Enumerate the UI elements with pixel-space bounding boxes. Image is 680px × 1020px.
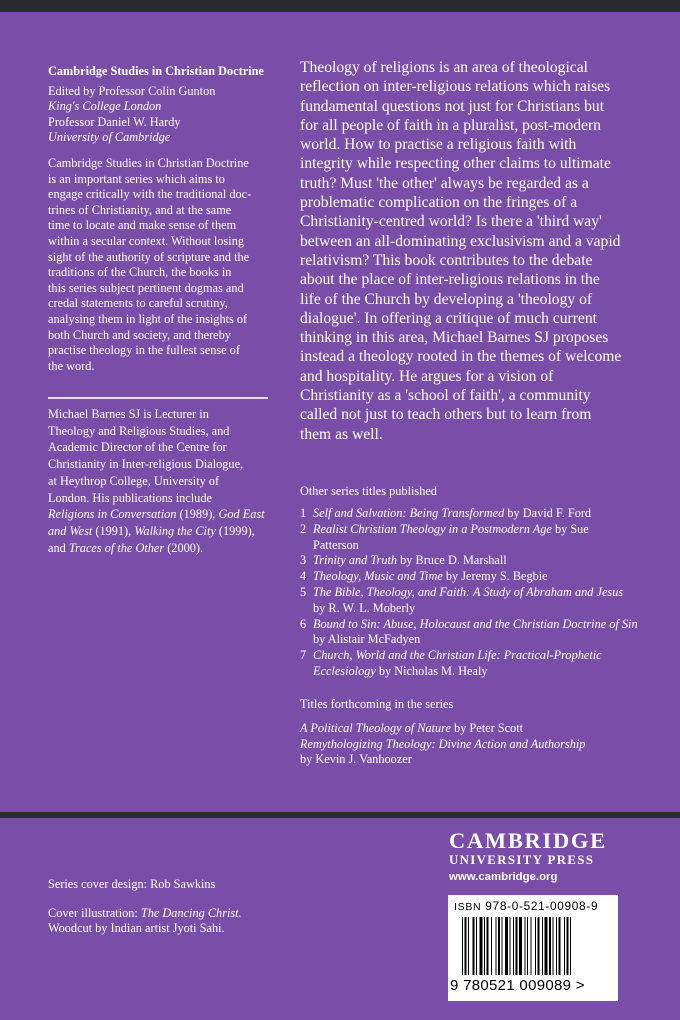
editor-1-affiliation: King's College London (48, 99, 162, 114)
barcode-bar (542, 917, 543, 975)
desc-line: this series subject pertinent dogmas and (48, 280, 244, 295)
list-title: The Bible, Theology, and Faith: A Study of Abraham and Jesus (313, 584, 624, 599)
blurb-line: and hospitality. He argues for a vision of (300, 367, 554, 385)
desc-line: Cambridge Studies in Christian Doctrine (48, 155, 249, 170)
barcode-bar (559, 917, 561, 975)
list-item (300, 553, 645, 569)
divider-rule (48, 397, 268, 399)
list-author-cont: by R. W. L. Moberly (313, 600, 416, 615)
bio-line: Michael Barnes SJ is Lecturer in (48, 407, 209, 421)
barcode-bar (531, 917, 532, 975)
barcode-bar (553, 917, 554, 975)
bio-line: London. His publications include (48, 490, 212, 505)
list-number: 3 (300, 553, 307, 568)
barcode-bar (487, 917, 489, 975)
publication-title: Traces of the Other (68, 540, 165, 555)
desc-line: both Church and society, and thereby (48, 327, 231, 342)
blurb-line: Christianity as a 'school of faith', a community (300, 387, 591, 405)
woodcut-credit: Woodcut by Indian artist Jyoti Sahi. (48, 921, 225, 936)
list-author: by Nicholas M. Healy (375, 663, 488, 678)
forthcoming-title: Remythologizing Theology: Divine Action and Authorship (300, 736, 586, 751)
barcode-bar (502, 917, 503, 975)
other-titles-list (300, 506, 645, 680)
barcode-bar (484, 917, 485, 975)
blurb-line: Theology of religions is an area of theological (300, 59, 588, 76)
blurb-line: instead a theology rooted in the themes of welcome (300, 348, 622, 366)
book-blurb (300, 58, 640, 444)
list-title-cont: Ecclesiology (313, 663, 376, 678)
bio-line: Christianity in Inter-religious Dialogue, (48, 457, 244, 472)
barcode-bar (465, 917, 467, 975)
desc-line: sight of the authority of scripture and the (48, 249, 250, 264)
list-number: 2 (300, 521, 307, 536)
blurb-line: for all people of faith in a pluralist, post-modern (300, 116, 601, 134)
barcode-bar (545, 917, 548, 975)
editor-2-affiliation: University of Cambridge (48, 130, 171, 145)
list-item (300, 506, 645, 522)
blurb-line: integrity while respecting other claims to ultimate (300, 155, 611, 173)
barcode-digits: 9 780521 009089 > (450, 977, 585, 994)
list-author: by David F. Ford (504, 506, 592, 520)
barcode-bar (510, 917, 511, 975)
blurb-line: life of the Church by developing a 'theology of (300, 290, 593, 308)
list-title: Theology, Music and Time (313, 569, 443, 584)
blurb-line: called not just to teach others but to learn from (300, 406, 592, 424)
barcode-bar (535, 917, 536, 975)
publication-year: (1991), (92, 523, 135, 538)
blurb-line: truth? Must 'the other' always be regarded as a (300, 174, 589, 192)
cover-credits (48, 877, 348, 937)
list-author-cont: by Alistair McFadyen (313, 632, 421, 647)
bio-line: Academic Director of the Centre for (48, 440, 227, 455)
barcode-bar (496, 917, 497, 975)
publication-title: and West (48, 523, 93, 538)
series-description (48, 156, 270, 374)
forthcoming-title: A Political Theology of Nature (300, 720, 451, 735)
list-author-cont: Patterson (313, 537, 359, 552)
barcode-bar (498, 917, 500, 975)
barcode-bar (570, 917, 571, 975)
barcode-bar (527, 917, 528, 975)
list-author: by Bruce D. Marshall (397, 553, 507, 568)
barcode-bar (491, 917, 492, 975)
desc-line: the word. (48, 358, 95, 373)
blurb-line: world. How to practise a religious faith with (300, 136, 577, 154)
barcode-bar (519, 917, 522, 975)
desc-line: time to locate and make sense of them (48, 218, 237, 233)
barcode-bar (505, 917, 508, 975)
barcode-bar (525, 917, 526, 975)
bio-line: Theology and Religious Studies, and (48, 423, 230, 438)
list-number: 5 (300, 584, 307, 599)
editor-1-name: Edited by Professor Colin Gunton (48, 83, 216, 98)
list-number: 7 (300, 648, 307, 663)
barcode-bar (516, 917, 518, 975)
barcode-bar (556, 917, 557, 975)
list-number: 1 (300, 506, 307, 520)
desc-line: is an important series which aims to (48, 171, 225, 186)
blurb-line: fundamental questions not just for Christians but (300, 97, 605, 115)
illustration-title: The Dancing Christ. (140, 905, 242, 920)
publication-year: (1989), (176, 507, 219, 522)
list-item (300, 648, 645, 680)
isbn-number: 978-0-521-00908-9 (485, 899, 599, 913)
blurb-line: them as well. (300, 425, 383, 443)
desc-line: traditions of the Church, the books in (48, 265, 232, 280)
forthcoming-author: by Peter Scott (450, 720, 524, 735)
blurb-line: between an all-dominating exclusivism and a vapid (300, 232, 621, 250)
bio-line: at Heythrop College, University of (48, 473, 220, 488)
list-item (300, 617, 645, 649)
publication-title: Religions in Conversation (48, 507, 177, 522)
isbn-label: ISBN (454, 901, 482, 913)
author-bio (48, 406, 270, 556)
blurb-line: problematic complication on the fringes of a (300, 194, 578, 212)
list-number: 4 (300, 569, 307, 584)
publisher-url[interactable]: www.cambridge.org (449, 871, 558, 883)
barcode-bar (462, 917, 463, 975)
barcode-bar (567, 917, 569, 975)
barcode-bar (473, 917, 475, 975)
list-author: by Sue (551, 521, 589, 536)
barcode-box (448, 895, 618, 1001)
blurb-line: reflection on inter-religious relations which raises (300, 78, 611, 96)
list-title: Trinity and Truth (313, 553, 398, 568)
blurb-line: about the place of inter-religious relations in the (300, 271, 600, 289)
list-item (300, 585, 645, 617)
list-number: 6 (300, 616, 307, 631)
bio-publications-line-1 (48, 506, 270, 523)
forthcoming-titles (300, 697, 645, 768)
blurb-line: relativism? This book contributes to the debate (300, 251, 593, 269)
publication-year: (1999), (215, 523, 255, 538)
publisher-sub: UNIVERSITY PRESS (449, 853, 595, 867)
forthcoming-heading: Titles forthcoming in the series (300, 697, 454, 711)
desc-line: trines of Christianity, and at the same (48, 202, 232, 217)
bottom-band (0, 812, 680, 818)
illustration-prefix: Cover illustration: (48, 905, 141, 920)
barcode-bar (513, 917, 514, 975)
desc-line: within a secular context. Without losing (48, 233, 244, 248)
list-title: Church, World and the Christian Life: Practical-Prophetic (313, 648, 602, 663)
desc-line: practise theology in the fullest sense of (48, 343, 240, 358)
bio-publications-line-2 (48, 523, 270, 540)
bio-publications-line-3 (48, 540, 270, 557)
desc-line: credal statements to careful scrutiny, (48, 296, 228, 311)
bio-and: and (48, 540, 69, 555)
forthcoming-author: by Kevin J. Vanhoozer (300, 752, 412, 767)
barcode-bar (468, 917, 469, 975)
top-band (0, 0, 680, 12)
barcode-bar (538, 917, 540, 975)
editor-2-name: Professor Daniel W. Hardy (48, 114, 181, 129)
desc-line: engage critically with the traditional doc- (48, 187, 252, 202)
series-info (48, 64, 270, 374)
barcode-bars (460, 917, 610, 981)
list-item (300, 522, 645, 554)
publisher-name: CAMBRIDGE (449, 828, 607, 853)
list-title: Bound to Sin: Abuse, Holocaust and the Christian Doctrine of Sin (313, 616, 638, 631)
barcode-bar (549, 917, 551, 975)
barcode-bar (564, 917, 565, 975)
list-title: Realist Christian Theology in a Postmodern Age (313, 521, 552, 536)
publication-year: (2000). (164, 540, 204, 555)
barcode-bar (480, 917, 483, 975)
publication-title: God East (218, 507, 265, 522)
desc-line: analysing them in light of the insights of (48, 311, 248, 326)
publisher-logo (449, 829, 619, 885)
list-title: Self and Salvation: Being Transformed (313, 506, 505, 520)
barcode-bar (476, 917, 477, 975)
list-author: by Jeremy S. Begbie (442, 569, 548, 584)
blurb-line: dialogue'. In offering a critique of much current (300, 309, 597, 327)
blurb-line: thinking in this area, Michael Barnes SJ proposes (300, 329, 609, 347)
other-titles-heading: Other series titles published (300, 484, 437, 498)
publication-title: Walking the City (134, 523, 216, 538)
list-item (300, 569, 645, 585)
isbn-text (454, 899, 598, 913)
design-credit: Series cover design: Rob Sawkins (48, 877, 216, 891)
blurb-line: Christianity-centred world? Is there a 'third way' (300, 213, 602, 231)
series-title: Cambridge Studies in Christian Doctrine (48, 64, 264, 78)
